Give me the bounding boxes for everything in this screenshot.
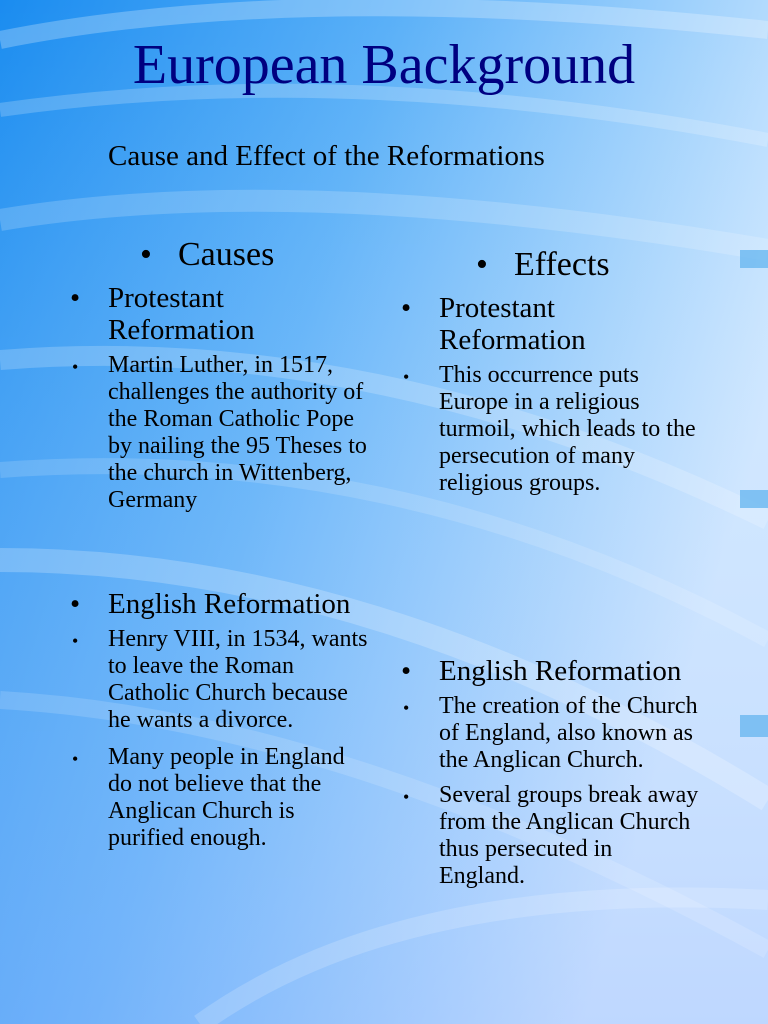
bullet-icon: • <box>72 631 79 651</box>
causes-english-point-1 <box>70 626 370 734</box>
causes-protestant-title: Protestant Reformation <box>108 282 255 346</box>
bullet-icon: • <box>401 292 412 324</box>
causes-english-point-1-text: Henry VIII, in 1534, wants to leave the Roman Catholic Church because he wants a divorce. <box>108 626 368 733</box>
bullet-icon: • <box>401 655 412 687</box>
causes-protestant-section <box>70 282 370 514</box>
effects-english-point-1-text: The creation of the Church of England, also known as the Anglican Church. <box>439 693 698 773</box>
causes-protestant-point-1 <box>70 352 370 514</box>
effects-english-point-2-text: Several groups break away from the Anglican Church thus persecuted in England. <box>439 782 699 889</box>
bullet-icon: • <box>140 236 152 273</box>
effects-heading-label: Effects <box>514 246 610 283</box>
bullet-icon: • <box>70 282 81 314</box>
bullet-icon: • <box>403 698 410 718</box>
causes-heading <box>140 235 274 275</box>
bullet-icon: • <box>403 367 410 387</box>
effects-protestant-point-1-text: This occurrence puts Europe in a religious turmoil, which leads to the persecution of many religious groups. <box>439 362 696 496</box>
effects-heading <box>476 245 610 285</box>
effects-english-title-item <box>401 655 701 687</box>
effects-english-title: English Reformation <box>439 655 682 687</box>
effects-protestant-point-1 <box>401 362 701 497</box>
bullet-icon: • <box>72 357 79 377</box>
causes-english-title: English Reformation <box>108 588 351 620</box>
effects-english-point-2 <box>401 782 701 890</box>
causes-english-point-2-text: Many people in England do not believe that the Anglican Church is purified enough. <box>108 744 345 851</box>
bullet-icon: • <box>70 588 81 620</box>
slide-title: European Background <box>132 34 636 96</box>
bullet-icon: • <box>476 246 488 283</box>
bullet-icon: • <box>72 749 79 769</box>
effects-protestant-title-item <box>401 292 701 356</box>
causes-english-section <box>70 588 370 852</box>
effects-english-section <box>401 655 701 890</box>
causes-protestant-point-1-text: Martin Luther, in 1517, challenges the authority of the Roman Catholic Pope by nailing the 95 Theses to the church in Wittenberg, Germany <box>108 352 367 513</box>
slide-subtitle: Cause and Effect of the Reformations <box>108 140 545 172</box>
causes-protestant-title-item <box>70 282 370 346</box>
effects-protestant-section <box>401 292 701 497</box>
causes-english-point-2 <box>70 744 370 852</box>
effects-protestant-title: Protestant Reformation <box>439 292 586 356</box>
bullet-icon: • <box>403 787 410 807</box>
causes-english-title-item <box>70 588 370 620</box>
effects-english-point-1 <box>401 693 701 774</box>
causes-heading-label: Causes <box>178 236 275 273</box>
